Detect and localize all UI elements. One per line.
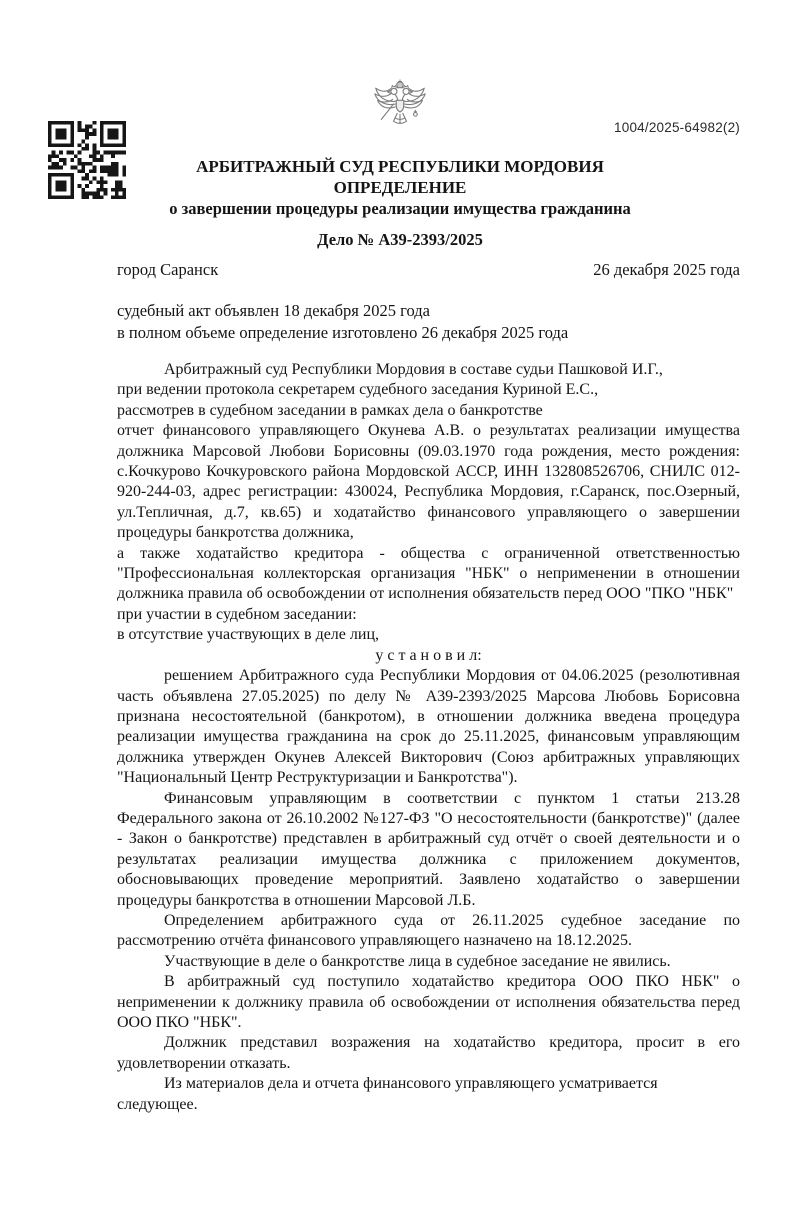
body-paragraph: а также ходатайство кредитора - общества с ограниченной ответственностью "Профессиональная коллекторская организация "НБК" о неприменении в отношении должника правила об освобождении от исполнения обязательств перед ООО "ПКО "НБК" [117,544,740,603]
qr-code-icon [48,121,126,199]
body-paragraph: Определением арбитражного суда от 26.11.2025 судебное заседание по рассмотрению отчёта финансового управляющего назначено на 18.12.2025. [117,911,740,950]
body-paragraph: Арбитражный суд Республики Мордовия в составе судьи Пашковой И.Г., [164,361,663,378]
announcement-dates [0,300,800,343]
body-paragraph: Должник представил возражения на ходатайство кредитора, просит в его удовлетворении отказать. [117,1034,740,1072]
body-paragraph: при участии в судебном заседании: [117,605,357,623]
body-paragraph: рассмотрев в судебном заседании в рамках дела о банкротстве [117,401,543,419]
court-name-heading: АРБИТРАЖНЫЙ СУД РЕСПУБЛИКИ МОРДОВИЯ [196,157,604,176]
resolution-keyword: у с т а н о в и л: [375,646,482,664]
russian-coat-of-arms-icon [372,76,428,148]
body-paragraph: Финансовым управляющим в соответствии с пунктом 1 статьи 213.28 Федерального закона от 26.10.2002 №127-ФЗ "О несостоятельности (банкротстве)" (далее - Закон о банкротстве) представлен в арбитражный суд отчёт о своей деятельности и о результатах реализации имущества должника с приложением документов, обосновывающих проведение мероприятий. Заявлено ходатайство о завершении процедуры банкротства в отношении Марсовой Л.Б. [117,789,740,909]
body-paragraph: при ведении протокола секретарем судебного заседания Куриной Е.С., [117,381,599,399]
date-label: 26 декабря 2025 года [593,260,740,279]
city-date-row [0,259,800,280]
document-body [0,360,800,1115]
announced-date-line: судебный акт объявлен 18 декабря 2025 года [117,301,430,320]
body-paragraph: Из материалов дела и отчета финансового управляющего усматривается следующее. [117,1075,658,1113]
document-page [0,76,800,1207]
full-text-date-line: в полном объеме определение изготовлено 26 декабря 2025 года [117,322,569,342]
document-type-heading: ОПРЕДЕЛЕНИЕ [333,178,467,197]
city-label: город Саранск [117,260,219,279]
body-paragraph: Участвующие в деле о банкротстве лица в судебное заседание не явились. [164,952,671,970]
body-paragraph: в отсутствие участвующих в деле лиц, [117,626,379,644]
document-subtitle: о завершении процедуры реализации имущества гражданина [169,199,631,218]
document-number: 1004/2025-64982(2) [614,120,740,135]
body-paragraph: решением Арбитражного суда Республики Мордовия от 04.06.2025 (резолютивная часть объявлена 27.05.2025) по делу № А39-2393/2025 Марсова Любовь Борисовна признана несостоятельной (банкротом), в отношении должника введена процедура реализации имущества гражданина на срок до 25.11.2025, финансовым управляющим должника утвержден Окунев Алексей Викторович (Союз арбитражных управляющих "Национальный Центр Реструктуризации и Банкротства"). [117,667,740,787]
body-paragraph: отчет финансового управляющего Окунева А.В. о результатах реализации имущества должника Марсовой Любови Борисовны (09.03.1970 года рождения, место рождения: с.Кочкурово Кочкуровского района Мордовской АССР, ИНН 132808526706, СНИЛС 012-920-244-03, адрес регистрации: 430024, Республика Мордовия, г.Саранск, пос.Озерный, ул.Тепличная, д.7, кв.65) и ходатайство финансового управляющего о завершении процедуры банкротства должника, [117,422,740,542]
body-paragraph: В арбитражный суд поступило ходатайство кредитора ООО ПКО НБК" о неприменении к должнику правила об освобождении от исполнения обязательства перед ООО ПКО "НБК". [117,973,740,1031]
case-number: Дело № А39-2393/2025 [317,230,483,249]
